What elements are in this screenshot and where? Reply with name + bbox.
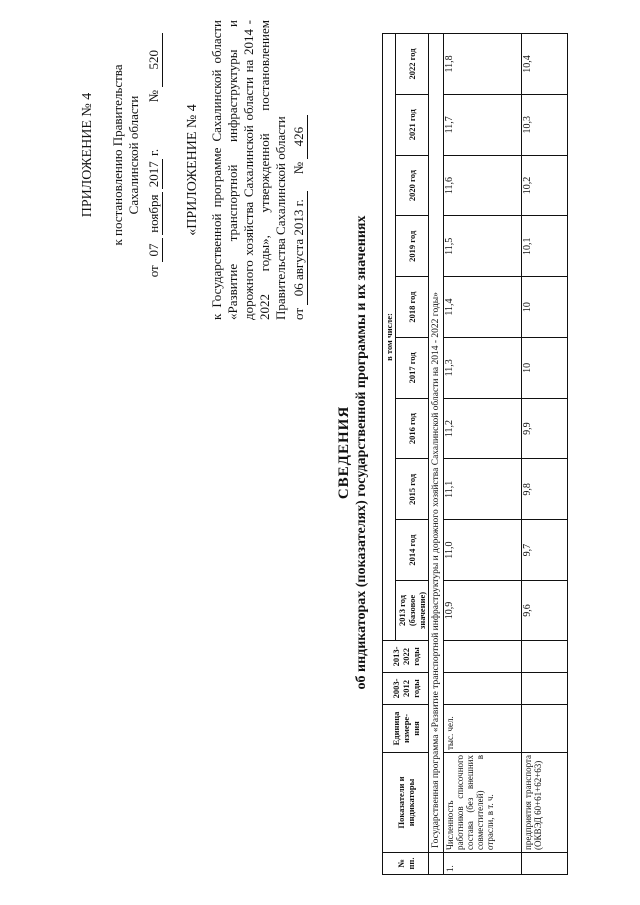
col-year: 2019 год [396, 216, 429, 277]
row-value: 11,2 [444, 398, 522, 459]
col-no: № пп. [383, 853, 429, 875]
col-year: 2016 год [396, 398, 429, 459]
col-year: 2017 год [396, 337, 429, 398]
col-year: 2020 год [396, 155, 429, 216]
date-year: 2017 [146, 161, 161, 188]
number-label: № [146, 89, 161, 103]
date-day: 07 [146, 238, 163, 262]
row-value: 11,1 [444, 459, 522, 520]
col-base: 2013 год (базовое значение) [396, 581, 429, 641]
row-value: 10,2 [522, 155, 568, 216]
annex-line-2: Сахалинской области [126, 95, 141, 215]
row-no: 1. [444, 853, 522, 875]
row-value: 11,3 [444, 337, 522, 398]
row-value: 11,0 [444, 520, 522, 581]
annex-header [80, 5, 163, 305]
program-row [429, 34, 444, 875]
quote-date-row [291, 20, 308, 320]
col-year: 2015 год [396, 459, 429, 520]
col-incl: в том числе: [383, 34, 396, 641]
row-2013-2022 [522, 641, 568, 673]
row-base: 9,6 [522, 581, 568, 641]
row-value: 10,1 [522, 216, 568, 277]
quote-date: 06 августа 2013 г. [291, 191, 308, 305]
annex-line-1: к постановлению Правительства [110, 64, 125, 246]
row-2003-2012 [444, 673, 522, 705]
row-value: 11,7 [444, 94, 522, 155]
page-subtitle: об индикаторах (показателях) государственной программы и их значениях [354, 215, 369, 690]
year-suffix: г. [146, 148, 161, 156]
col-indicator: Показатели и индикаторы [383, 753, 429, 853]
col-2003-2012: 2003-2012 годы [383, 673, 429, 705]
row-value: 11,4 [444, 277, 522, 338]
col-year: 2021 год [396, 94, 429, 155]
row-value: 9,8 [522, 459, 568, 520]
row-no [522, 853, 568, 875]
row-unit [522, 705, 568, 753]
from-label: от [146, 265, 161, 278]
indicators-table [382, 33, 568, 875]
program-title: Государственная программа «Развитие транспортной инфраструктуры и дорожного хозяйства Сахалинской области на 2014 - 2022 годы» [429, 34, 444, 853]
row-value: 11,5 [444, 216, 522, 277]
quote-number: 426 [291, 115, 308, 159]
row-value: 10,3 [522, 94, 568, 155]
row-unit: тыс. чел. [444, 705, 522, 753]
row-indicator: предприятия транспорта (ОКВЭД 60+61+62+63) [522, 753, 568, 853]
row-2013-2022 [444, 641, 522, 673]
quote-annex-title: «ПРИЛОЖЕНИЕ № 4 [185, 104, 200, 236]
decree-number: 520 [146, 33, 163, 87]
row-value: 10,4 [522, 34, 568, 95]
quote-number-label: № [291, 161, 306, 175]
row-base: 10,9 [444, 581, 522, 641]
row-value: 11,6 [444, 155, 522, 216]
quote-from-label: от [291, 307, 306, 320]
quote-text: к Государственной программе Сахалинской области «Развитие транспортной инфраструктуры и дорожного хозяйства Сахалинской области на 2014 - 2022 годы», утвержденной постановлением Правительства Сахалинской области [209, 20, 288, 320]
col-year: 2022 год [396, 34, 429, 95]
annex-date-row [146, 5, 163, 305]
col-year: 2018 год [396, 277, 429, 338]
table-row [444, 34, 522, 875]
row-value: 10 [522, 337, 568, 398]
row-value: 9,7 [522, 520, 568, 581]
row-value: 10 [522, 277, 568, 338]
row-value: 11,8 [444, 34, 522, 95]
row-2003-2012 [522, 673, 568, 705]
row-value: 9,9 [522, 398, 568, 459]
col-unit: Единица измере-ния [383, 705, 429, 753]
quote-block [185, 20, 308, 320]
page-title: СВЕДЕНИЯ [336, 405, 352, 500]
table-row [522, 34, 568, 875]
table-header-row [383, 34, 396, 875]
col-2013-2022: 2013-2022 годы [383, 641, 429, 673]
date-month: ноября [146, 194, 161, 233]
col-year: 2014 год [396, 520, 429, 581]
annex-title: ПРИЛОЖЕНИЕ № 4 [80, 92, 95, 218]
row-indicator: Численность работников списочного состава (без внешних совместителей) в отрасли, в т. ч. [444, 753, 522, 853]
